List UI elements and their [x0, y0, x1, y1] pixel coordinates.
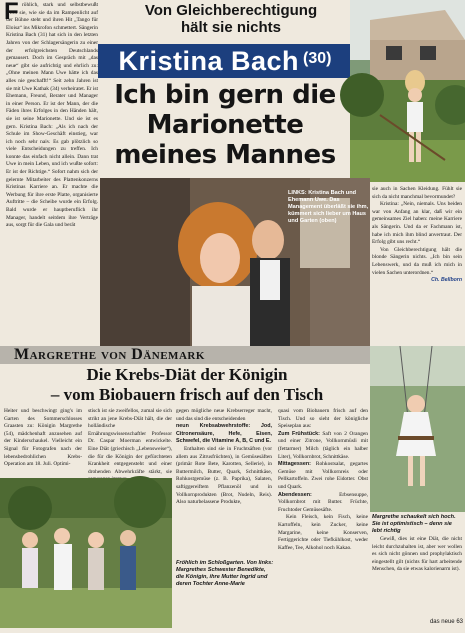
article1-right-p2: Kristina: „Nein, niemals. Uns beiden war von Anfang an klar, daß wir ein gemeinsames Ziel haben: meine Karriere als Sängerin. Und da er Fachmann ist, habe ich mich ihm blind anvertraut. Der Erfolg gibt uns recht.“	[372, 201, 462, 246]
article1-right-p3: Von Gleichberechtigung hält die blonde Sängerin nichts. „Ich bin sein Lebenswerk, und da muß ich mich in vielen Sachen unterordnen.“	[372, 246, 462, 276]
couple-photo-caption: LINKS: Kristina Bach und Ehemann Uwe. Das Management überläßt sie ihm, kümmert sich lieber um Haus und Garten (oben)	[288, 190, 369, 224]
article2-col2-text: stisch ist sie zweifellos, zumal sie sich strikt an jene Krebs-Diät hält, die der holländische Ernährungswissenschaftler Professor Dr. Caspar Moerman entwickelte. Eine Diät (griechisch „Lebensweise“), die für die Königin der gefürchteten Krankheit entgegensteht und einer drohenden Abwehrkräfte stärkt, sie	[88, 408, 172, 475]
article1-headline	[98, 80, 352, 170]
article1-left-text: röhlich, stark und selbstbewußt wirkt sie, wie sie da im Rampenlicht auf der Bühne steht und ihren Hit „Tango für Eloisa“ ins Mikrofon schmettert. Sängerin Kristina Bach (31) hat sich in den letzten Jahren von der Schlagersängerin zu einer der erfolgreichsten Deutschlands gemausert. Doch im Gespräch mit „das neue“ gibt sie aufrichtig und ehrlich zu: „Ohne meinen Mann Uwe hätte ich das alles nie geschafft!“ Seit zehn Jahren ist sie mit Uwe Kathak (34) verheiratet. Er ist Ehemann, Freund, Berater und Manager in einer Person. Er ist der Mann, der die Fäden ihres Erfolges in den Händen hält, sie ist seine Marionette. Und sie ist es gern. Kristina Bach: „Als ich nach der Schule im Show-Geschäft einstieg, war ich noch sehr naiv. Es gab plötzlich so viele Entscheidungen zu treffen. Ich konnte das einfach nicht allein. Dann trat Uwe in mein Leben, und ich wußte sofort: Er ist der Richtige.“ Sofort nahm sich der gelernte Mitarbeiter des Plattenkonzerns Kristinas Karriere an. Er machte die Werbung für ihre erste Platte, organisierte Auftritte – die Scheibe wurde ein Erfolg. Bald wurde er hauptberuflich ihr Manager, handelt seitdem ihre Verträge aus, sorgt für die Gala und berät	[6, 2, 98, 229]
verboten-text: Kein Fleisch, kein Fisch, keine Kartoffeln, kein Zucker, keine Margarine, keine Konserven, Fertiggerichte oder Tiefkühlkost, weder Kaffee, Tee, Alkohol noch Kakao.	[278, 514, 368, 551]
article2-headline-line-2: – vom Biobauern frisch auf den Tisch	[50, 385, 324, 404]
mittag-label: Mittagessen:	[278, 461, 311, 468]
article1-left-column	[6, 2, 98, 342]
article2-col3-p2: Enthalten sind sie in Fruchtsäften (vor allem aus Zitrusfrüchten), in Gemüsesäften (primär Rote Bete, Karotten, Sellerie), in Buttermilch, Butter, Quark, Schnittkäse, Rohkostgemüse (z. B. Paprika), Salaten, saftiggereiftem Pflanzenöl und in Vollkornprodukten (Brot, Nudeln, Reis). Also naturbelassene Produkte,	[176, 445, 272, 506]
article2-column-2	[88, 408, 172, 478]
article2-col3-p1: gegen mögliche neue Krebserreger macht, und das sind die entscheidenden	[176, 408, 272, 422]
article2-column-3	[176, 408, 272, 558]
footer-page-number: 63	[456, 619, 463, 625]
fruehstueck-label: Zum Frühstück:	[278, 430, 320, 437]
abend-label: Abendessen:	[278, 491, 312, 498]
kicker-line-2: hält sie nichts	[180, 19, 282, 36]
article1-byline: Ch. Bellborn	[431, 277, 462, 284]
family-garden-photo	[0, 478, 172, 628]
page-footer	[400, 618, 463, 626]
article1-right-column	[372, 186, 462, 346]
drop-cap: F	[4, 0, 19, 25]
article2-column-4	[278, 408, 368, 622]
article2-col1-text: Heiter und beschwingt ging's im Garten des Sommerschlosses Graasten zu: Königin Margrethe (54), mädchenhaft anzusehen auf der Kinderschaukel. Vielleicht ein Signal für Fotografen nach der lebensbedrohlichen Krebs-Operation am 18. Juli. Optimi-	[4, 408, 82, 468]
headline-line-3: meines Mannes	[114, 140, 336, 170]
headline-line-2: Marionette	[146, 110, 304, 140]
royal-title: Margrethe von Dänemark	[14, 346, 205, 363]
article1-kicker	[112, 2, 350, 36]
article2-headline	[4, 365, 370, 405]
article2-column-5	[372, 536, 462, 616]
garden-photo	[350, 0, 465, 182]
article2-column-1	[4, 408, 82, 474]
kicker-line-1: Von Gleichberechtigung	[144, 2, 318, 19]
fruehstueck-text: Saft von 2 Orangen und einer Zitrone, Vollkornmüsli mit (fettarmer) Milch (täglich ein halber Liter), Vollkornbrot, Schnittkäse.	[278, 430, 368, 460]
family-garden-photo-art	[0, 478, 172, 628]
swing-photo-art	[370, 346, 465, 512]
article2-headline-line-1: Die Krebs-Diät der Königin	[86, 365, 288, 384]
article1-right-p1: sie auch in Sachen Kleidung. Fühlt sie sich da nicht manchmal bevormundet?	[372, 186, 462, 200]
family-photo-caption: Fröhlich im Schloßgarten. Von links: Margrethes Schwester Benedikte, die Königin, ihre Mutter Ingrid und deren Tochter Anne-Marie	[176, 560, 274, 587]
name-banner	[98, 44, 352, 78]
abend-text: Erbsensuppe, Vollkornbrot mit Butter. Früchte, Fruchtoder Gemüsesäfte.	[278, 491, 368, 513]
article1-age: (30)	[303, 50, 332, 67]
mittag-text: Rohkostsalat, gegartes Gemüse mit Vollkornreis oder Pellkartoffeln. Zwei rohe Eidotter. Obst und Quark.	[278, 461, 368, 490]
swing-photo	[370, 346, 465, 512]
article2-col5-text: Gewiß, dies ist eine Diät, die nicht leicht durchzuhalten ist, aber wer wollen es sich nicht gönnen und prophylaktisch eingestellt gilt (nichts für hart arbeitende Menschen, da sie etwas kalorienarm ist).	[372, 536, 462, 573]
royal-title-bar	[0, 346, 370, 364]
footer-issue: das neue	[429, 619, 455, 625]
swing-photo-caption: Margrethe schaukelt sich hoch. Sie ist optimistisch – denn sie lebt richtig	[372, 514, 456, 534]
garden-photo-art	[350, 0, 465, 182]
article2-col3-nutrients: neun Krebsabwehrstoffe: Jod, Citronensäure, Hefe, Eisen, Schwefel, die Vitamine A, B, C und E.	[176, 423, 272, 445]
headline-line-1: Ich bin gern die	[114, 80, 336, 110]
article2-col4-p1: quasi vom Biobauern frisch auf den Tisch. Und so sieht der königliche Speiseplan aus:	[278, 408, 368, 430]
article1-name: Kristina Bach	[118, 45, 300, 76]
